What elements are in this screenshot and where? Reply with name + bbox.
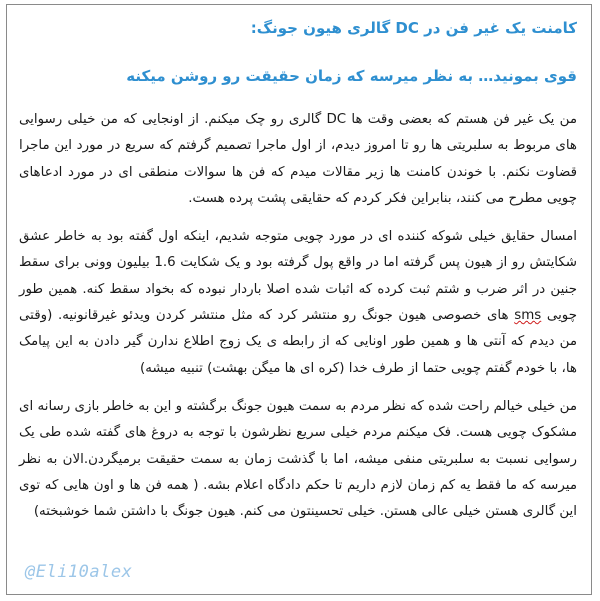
document-content xyxy=(19,15,577,525)
document-title: کامنت یک غیر فن در DC گالری هیون جونگ: xyxy=(250,19,577,37)
document-page xyxy=(6,4,592,595)
paragraph-3: من خیلی خیالم راحت شده که نظر مردم به سمت هیون جونگ برگشته و این به خاطر بازی رسانه ای مشکوک چویی هست. فک میکنم مردم خیلی سریع نظرشون با توجه به دروغ های گفته شده طی یک رسوایی نسبت به سلبریتی منفی میشه، اما با گذشت زمان به سمت حقیقت برمیگردن.الان به نظر میرسه که ما فقط یه کم زمان لازم داریم تا حکم دادگاه اعلام بشه. ( همه فن ها و اون هایی که توی این گالری هستن خیلی عالی هستن. خیلی تحسینتون می کنم. هیون جونگ با داشتن شما خوشبخته) xyxy=(19,398,577,520)
document-subtitle: قوی بمونید… به نظر میرسه که زمان حقیقت رو روشن میکنه xyxy=(126,67,577,85)
paragraph-1: من یک غیر فن هستم که بعضی وقت ها DC گالری رو چک میکنم. از اونجایی که من خیلی رسوایی های مربوط به سلبریتی ها رو تا امروز دیدم، از اول ماجرا تصمیم گرفتم که سریع در مورد این ماجرا قضاوت نکنم. با خوندن کامنت ها زیر مقالات میدم که فن ها سوالات منطقی ای در مورد ادعاهای چویی مطرح می کنند، بنابراین فکر کردم که حقایقی پشت پرده هست. xyxy=(19,112,577,206)
watermark: @Eli10alex xyxy=(25,562,133,582)
paragraph-2 xyxy=(19,224,577,382)
paragraph-2-before: امسال حقایق خیلی شوکه کننده ای در مورد چویی متوجه شدیم، اینکه اول گفته بود به خاطر عشق شکایتش رو از هیون پس گرفته اما در واقع پول گرفته بود و یک شکایت 1.6 بیلیون وونی برای سقط جنین در اثر ضرب و شتم ثبت کرده که اثبات شده اصلا باردار نبوده که بخواد سقط کنه. همین طور چویی xyxy=(19,229,577,324)
spellcheck-marked-word: sms xyxy=(514,308,542,324)
paragraph-2-after: های خصوصی هیون جونگ رو منتشر کرد که مثل منتشر کردن ویدئو غیرقانونیه. (وقتی من دیدم که آنتی ها و همین طور اونایی که از رابطه ی یک زوج اطلاع ندارن گیر دادن به این پیامک ها، با خودم گفتم چویی حتما از طرف خدا (کره ای ها میگن بهشت) تنبیه میشه) xyxy=(19,308,577,376)
